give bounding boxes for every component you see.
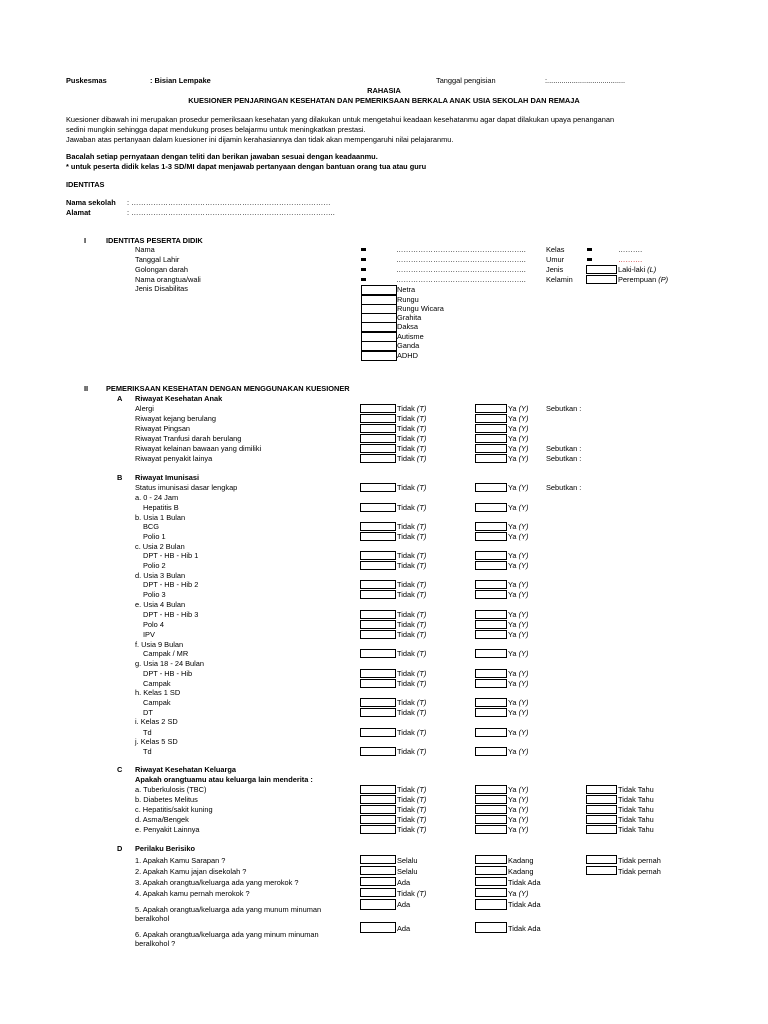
answer-label-tidak: Tidak (T) (397, 503, 427, 512)
disability-checkbox-ganda[interactable] (361, 341, 397, 351)
answer-checkbox-tidak[interactable] (360, 669, 396, 678)
tanggal-value[interactable]: :...................................... (545, 76, 626, 85)
vaccine-label: Polio 1 (143, 532, 166, 541)
answer-label-kadang: Kadang (508, 856, 534, 865)
answer-checkbox-ya[interactable] (475, 561, 507, 570)
answer-label-ya: Ya (Y) (508, 795, 529, 804)
answer-label-tidak-tahu: Tidak Tahu (618, 815, 654, 824)
answer-label-tidak-ada: Tidak Ada (508, 878, 541, 887)
nama-field[interactable]: …………………………………………….. (396, 245, 526, 254)
disability-checkbox-adhd[interactable] (361, 351, 397, 361)
answer-checkbox-tidak-tahu[interactable] (586, 785, 617, 794)
group-label: f. Usia 9 Bulan (135, 640, 184, 649)
behavior-question: 1. Apakah Kamu Sarapan ? (135, 856, 226, 865)
answer-label-tidak: Tidak (T) (397, 610, 427, 619)
answer-label-ya: Ya (Y) (508, 610, 529, 619)
colon-marker (361, 278, 366, 281)
disability-label-rungu: Rungu (397, 295, 419, 304)
jenis-label: Jenis (546, 265, 564, 274)
group-label: i. Kelas 2 SD (135, 717, 178, 726)
disability-label-netra: Netra (397, 285, 416, 294)
kelas-field[interactable]: ………. (618, 245, 643, 254)
answer-label-tidak: Tidak (T) (397, 483, 427, 492)
answer-checkbox-tidak[interactable] (360, 580, 396, 589)
answer-checkbox-ya[interactable] (475, 679, 507, 688)
answer-label-tidak: Tidak (T) (397, 785, 427, 794)
group-label: j. Kelas 5 SD (135, 737, 178, 746)
answer-label-ya: Ya (Y) (508, 679, 529, 688)
answer-label-tidak: Tidak (T) (397, 825, 427, 834)
vaccine-label: Polio 3 (143, 590, 166, 599)
colon-marker (587, 248, 592, 251)
colon-marker (361, 258, 366, 261)
family-disease-label: d. Asma/Bengek (135, 815, 189, 824)
answer-label-tidak: Tidak (T) (397, 728, 427, 737)
sebutkan-label: Sebutkan : (546, 483, 582, 492)
vaccine-label: Td (143, 747, 152, 756)
answer-checkbox-ya[interactable] (475, 825, 507, 834)
disability-checkbox-daksa[interactable] (361, 322, 397, 332)
answer-checkbox-tidak[interactable] (360, 795, 396, 804)
answer-checkbox[interactable] (360, 888, 396, 897)
answer-checkbox-ya[interactable] (475, 424, 507, 433)
vaccine-label: DPT - HB - Hib 1 (143, 551, 199, 560)
group-label: a. 0 - 24 Jam (135, 493, 179, 502)
group-label: b. Usia 1 Bulan (135, 513, 186, 522)
answer-checkbox-tidak[interactable] (360, 414, 396, 423)
answer-label-tidak: Tidak (T) (397, 444, 427, 453)
answer-label-ya: Ya (Y) (508, 590, 529, 599)
answer-label-selalu: Selalu (397, 856, 418, 865)
answer-label-tidak: Tidak (T) (397, 698, 427, 707)
answer-checkbox-tidak-tahu[interactable] (586, 805, 617, 814)
subsection-d-letter: D (117, 844, 123, 853)
answer-checkbox-tidak[interactable] (360, 728, 396, 737)
gender-laki-label: Laki-laki (L) (618, 265, 657, 274)
question-label: Riwayat kelainan bawaan yang dimiliki (135, 444, 262, 453)
answer-label-ya: Ya (Y) (508, 649, 529, 658)
answer-label-ya: Ya (Y) (508, 424, 529, 433)
answer-label-tidak: Tidak (T) (397, 454, 427, 463)
answer-label-tidak: Tidak (T) (397, 805, 427, 814)
vaccine-label: IPV (143, 630, 155, 639)
answer-checkbox[interactable] (475, 877, 507, 886)
answer-checkbox-tidak[interactable] (360, 522, 396, 531)
sebutkan-label: Sebutkan : (546, 404, 582, 413)
answer-checkbox-tidak[interactable] (360, 483, 396, 492)
group-label: d. Usia 3 Bulan (135, 571, 186, 580)
answer-label-ya: Ya (Y) (508, 434, 529, 443)
field-label-nama: Nama (135, 245, 155, 254)
answer-label-tidak: Tidak (T) (397, 551, 427, 560)
intro-instruction-2: * untuk peserta didik kelas 1-3 SD/MI dapat menjawab pertanyaan dengan bantuan orang tua atau guru (66, 162, 427, 171)
answer-label-tidak: Tidak (T) (397, 620, 427, 629)
disability-label-rungu-wicara: Rungu Wicara (397, 304, 444, 313)
answer-label-tidak: Tidak (T) (397, 561, 427, 570)
answer-checkbox-tidak[interactable] (360, 805, 396, 814)
intro-paragraph-2: sedini mungkin sehingga dapat mendukung proses belajarmu untuk meningkatkan prestasi. (66, 125, 366, 134)
answer-checkbox-ya[interactable] (475, 785, 507, 794)
section-2-number: II (84, 384, 89, 393)
answer-label-ya: Ya (Y) (508, 728, 529, 737)
answer-label-ya: Ya (Y) (508, 532, 529, 541)
behavior-question: 6. Apakah orangtua/keluarga ada yang minum minuman (135, 930, 319, 939)
answer-label-ada: Ada (397, 878, 411, 887)
answer-label-tidak: Tidak (T) (397, 889, 427, 898)
vaccine-label: Td (143, 728, 152, 737)
answer-checkbox-ya[interactable] (475, 532, 507, 541)
answer-checkbox-tidak[interactable] (360, 454, 396, 463)
answer-label-ya: Ya (Y) (508, 747, 529, 756)
behavior-question: 5. Apakah orangtua/keluarga ada yang munum minuman (135, 905, 322, 914)
question-label: Alergi (135, 404, 154, 413)
answer-label-ya: Ya (Y) (508, 889, 529, 898)
sebutkan-label: Sebutkan : (546, 454, 582, 463)
group-label: h. Kelas 1 SD (135, 688, 181, 697)
behavior-question: beralkohol ? (135, 939, 176, 948)
answer-checkbox[interactable] (586, 866, 617, 875)
answer-checkbox-tidak[interactable] (360, 444, 396, 453)
answer-checkbox[interactable] (475, 899, 507, 910)
answer-label-tidak: Tidak (T) (397, 590, 427, 599)
answer-checkbox[interactable] (360, 866, 396, 875)
answer-checkbox-ya[interactable] (475, 649, 507, 658)
behavior-question: 4. Apakah kamu pernah merokok ? (135, 889, 250, 898)
answer-label-ya: Ya (Y) (508, 785, 529, 794)
question-label: Riwayat Tranfusi darah berulang (135, 434, 242, 443)
disability-label-autisme: Autisme (397, 332, 424, 341)
puskesmas-value: : Bisian Lempake (150, 76, 211, 85)
answer-checkbox-tidak-tahu[interactable] (586, 795, 617, 804)
kelas-label: Kelas (546, 245, 565, 254)
answer-label-ya: Ya (Y) (508, 551, 529, 560)
tanggal-lahir-field[interactable]: …………………………………………….. (396, 255, 526, 264)
answer-checkbox-ya[interactable] (475, 805, 507, 814)
answer-checkbox-tidak[interactable] (360, 679, 396, 688)
answer-checkbox-ya[interactable] (475, 580, 507, 589)
field-label-golongan-darah: Golongan darah (135, 265, 189, 274)
answer-label-tidak-ada: Tidak Ada (508, 924, 541, 933)
answer-checkbox-tidak[interactable] (360, 747, 396, 756)
answer-checkbox[interactable] (586, 855, 617, 864)
tanggal-label: Tanggal pengisian (436, 76, 496, 85)
family-disease-label: e. Penyakit Lainnya (135, 825, 200, 834)
answer-label-ya: Ya (Y) (508, 698, 529, 707)
answer-checkbox[interactable] (475, 855, 507, 864)
answer-label-tidak: Tidak (T) (397, 424, 427, 433)
answer-label-tidak: Tidak (T) (397, 679, 427, 688)
vaccine-label: DT (143, 708, 153, 717)
vaccine-label: Campak (143, 698, 171, 707)
answer-label-tidak: Tidak (T) (397, 669, 427, 678)
answer-label-tidak: Tidak (T) (397, 404, 427, 413)
subsection-b-letter: B (117, 473, 123, 482)
section-2-heading: PEMERIKSAAN KESEHATAN DENGAN MENGGUNAKAN KUESIONER (106, 384, 350, 393)
answer-label-ya: Ya (Y) (508, 503, 529, 512)
group-label: c. Usia 2 Bulan (135, 542, 185, 551)
question-label: Status imunisasi dasar lengkap (135, 483, 238, 492)
field-label-jenis-disabilitas: Jenis Disabilitas (135, 284, 188, 293)
answer-checkbox[interactable] (360, 855, 396, 864)
answer-label-ya: Ya (Y) (508, 561, 529, 570)
answer-checkbox-ya[interactable] (475, 630, 507, 639)
answer-label-selalu: Selalu (397, 867, 418, 876)
answer-label-ya: Ya (Y) (508, 805, 529, 814)
section-1-number: I (84, 236, 87, 245)
answer-label-tidak-ada: Tidak Ada (508, 900, 541, 909)
answer-label-ya: Ya (Y) (508, 815, 529, 824)
answer-label-ada: Ada (397, 900, 411, 909)
answer-label-tidak: Tidak (T) (397, 414, 427, 423)
disability-label-daksa: Daksa (397, 322, 418, 331)
answer-checkbox-ya[interactable] (475, 610, 507, 619)
answer-label-tidak: Tidak (T) (397, 795, 427, 804)
answer-checkbox[interactable] (475, 922, 507, 933)
answer-label-ya: Ya (Y) (508, 630, 529, 639)
answer-label-ya: Ya (Y) (508, 580, 529, 589)
vaccine-label: DPT - HB - Hib 2 (143, 580, 199, 589)
answer-checkbox-tidak[interactable] (360, 424, 396, 433)
vaccine-label: Campak / MR (143, 649, 189, 658)
answer-checkbox-tidak[interactable] (360, 620, 396, 629)
answer-checkbox-tidak[interactable] (360, 785, 396, 794)
field-label-tanggal-lahir: Tanggal Lahir (135, 255, 180, 264)
question-label: Riwayat Pingsan (135, 424, 191, 433)
vaccine-label: BCG (143, 522, 160, 531)
answer-checkbox-tidak[interactable] (360, 561, 396, 570)
vaccine-label: Polio 2 (143, 561, 166, 570)
disability-checkbox-netra[interactable] (361, 285, 397, 295)
answer-checkbox-tidak[interactable] (360, 404, 396, 413)
subsection-c-letter: C (117, 765, 123, 774)
answer-checkbox-ya[interactable] (475, 728, 507, 737)
answer-label-tidak: Tidak (T) (397, 747, 427, 756)
answer-checkbox-tidak[interactable] (360, 503, 396, 512)
intro-paragraph-3: Jawaban atas pertanyaan dalam kuesioner ini dijamin kerahasiannya dan tidak akan mempengaruhi nilai pelajaranmu. (66, 135, 454, 144)
answer-label-tidak: Tidak (T) (397, 434, 427, 443)
colon-marker (587, 258, 592, 261)
rahasia-label: RAHASIA (367, 86, 401, 95)
answer-label-tidak-pernah: Tidak pernah (618, 867, 661, 876)
answer-label-kadang: Kadang (508, 867, 534, 876)
behavior-question: 2. Apakah Kamu jajan disekolah ? (135, 867, 247, 876)
vaccine-label: Campak (143, 679, 171, 688)
answer-label-tidak-pernah: Tidak pernah (618, 856, 661, 865)
nama-orangtua-field[interactable]: …………………………………………….. (396, 275, 526, 284)
golongan-darah-field[interactable]: …………………………………………….. (396, 265, 526, 274)
section-1-heading: IDENTITAS PESERTA DIDIK (106, 236, 203, 245)
answer-checkbox[interactable] (475, 866, 507, 875)
identitas-heading: IDENTITAS (66, 180, 105, 189)
answer-checkbox-tidak[interactable] (360, 590, 396, 599)
puskesmas-label: Puskesmas (66, 76, 107, 85)
answer-label-tidak: Tidak (T) (397, 580, 427, 589)
vaccine-label: DPT - HB - Hib 3 (143, 610, 199, 619)
answer-checkbox[interactable] (360, 877, 396, 886)
answer-label-ada: Ada (397, 924, 411, 933)
group-label: g. Usia 18 - 24 Bulan (135, 659, 205, 668)
answer-checkbox[interactable] (475, 888, 507, 897)
disability-label-grahita: Grahita (397, 313, 422, 322)
answer-label-tidak: Tidak (T) (397, 532, 427, 541)
answer-label-ya: Ya (Y) (508, 669, 529, 678)
answer-checkbox-tidak[interactable] (360, 630, 396, 639)
subsection-b-title: Riwayat Imunisasi (135, 473, 200, 482)
answer-checkbox-ya[interactable] (475, 503, 507, 512)
alamat-label: Alamat (66, 208, 91, 217)
colon-marker (361, 268, 366, 271)
intro-paragraph-1: Kuesioner dibawah ini merupakan prosedur pemeriksaan kesehatan yang dilakukan untuk mengetahui keadaan kesehatanmu agar dapat dilakukan upaya penanganan (66, 115, 615, 124)
answer-label-tidak: Tidak (T) (397, 522, 427, 531)
question-label: Riwayat penyakit lainya (135, 454, 213, 463)
answer-checkbox-ya[interactable] (475, 708, 507, 717)
gender-checkbox-p[interactable] (586, 275, 617, 284)
answer-checkbox-ya[interactable] (475, 795, 507, 804)
answer-label-tidak-tahu: Tidak Tahu (618, 825, 654, 834)
field-label-nama-orangtua: Nama orangtua/wali (135, 275, 201, 284)
answer-label-ya: Ya (Y) (508, 522, 529, 531)
answer-checkbox-ya[interactable] (475, 620, 507, 629)
answer-checkbox-ya[interactable] (475, 483, 507, 492)
answer-checkbox-ya[interactable] (475, 404, 507, 413)
colon-marker (361, 248, 366, 251)
question-label: Riwayat kejang berulang (135, 414, 216, 423)
answer-checkbox-ya[interactable] (475, 454, 507, 463)
behavior-question: 3. Apakah orangtua/keluarga ada yang merokok ? (135, 878, 299, 887)
subsection-a-title: Riwayat Kesehatan Anak (135, 394, 223, 403)
answer-label-ya: Ya (Y) (508, 444, 529, 453)
answer-label-ya: Ya (Y) (508, 404, 529, 413)
family-disease-label: b. Diabetes Melitus (135, 795, 198, 804)
family-disease-label: a. Tuberkulosis (TBC) (135, 785, 207, 794)
alamat-field[interactable]: : ……………………………………………………………………….. (127, 208, 335, 217)
answer-checkbox-tidak[interactable] (360, 698, 396, 707)
answer-label-tidak: Tidak (T) (397, 649, 427, 658)
answer-checkbox[interactable] (360, 899, 396, 910)
answer-checkbox-tidak[interactable] (360, 649, 396, 658)
vaccine-label: Hepatitis B (143, 503, 179, 512)
vaccine-label: DPT - HB - Hib (143, 669, 193, 678)
answer-checkbox-ya[interactable] (475, 698, 507, 707)
answer-checkbox-tidak[interactable] (360, 815, 396, 824)
umur-field[interactable]: ………. (618, 255, 643, 264)
answer-label-tidak: Tidak (T) (397, 708, 427, 717)
gender-checkbox-l[interactable] (586, 265, 617, 274)
subsection-a-letter: A (117, 394, 123, 403)
answer-checkbox-ya[interactable] (475, 522, 507, 531)
answer-checkbox-ya[interactable] (475, 551, 507, 560)
subsection-c-question: Apakah orangtuamu atau keluarga lain menderita : (135, 775, 313, 784)
subsection-d-title: Perilaku Berisiko (135, 844, 195, 853)
disability-label-ganda: Ganda (397, 341, 420, 350)
answer-label-tidak-tahu: Tidak Tahu (618, 785, 654, 794)
answer-checkbox-ya[interactable] (475, 444, 507, 453)
answer-label-tidak: Tidak (T) (397, 630, 427, 639)
answer-checkbox-ya[interactable] (475, 815, 507, 824)
gender-perempuan-label: Perempuan (P) (618, 275, 669, 284)
answer-label-tidak-tahu: Tidak Tahu (618, 795, 654, 804)
disability-label-adhd: ADHD (397, 351, 418, 360)
answer-checkbox-ya[interactable] (475, 669, 507, 678)
form-title: KUESIONER PENJARINGAN KESEHATAN DAN PEMERIKSAAN BERKALA ANAK USIA SEKOLAH DAN REMAJA (188, 96, 580, 105)
answer-checkbox-tidak[interactable] (360, 825, 396, 834)
vaccine-label: Polo 4 (143, 620, 164, 629)
answer-checkbox-tidak[interactable] (360, 434, 396, 443)
nama-sekolah-field[interactable]: : ……………………………………………………………………… (127, 198, 331, 207)
answer-checkbox-ya[interactable] (475, 414, 507, 423)
answer-label-ya: Ya (Y) (508, 483, 529, 492)
nama-sekolah-label: Nama sekolah (66, 198, 116, 207)
answer-label-ya: Ya (Y) (508, 708, 529, 717)
answer-label-ya: Ya (Y) (508, 414, 529, 423)
answer-checkbox-tidak[interactable] (360, 708, 396, 717)
answer-label-ya: Ya (Y) (508, 620, 529, 629)
answer-checkbox-tidak[interactable] (360, 532, 396, 541)
answer-label-tidak-tahu: Tidak Tahu (618, 805, 654, 814)
sebutkan-label: Sebutkan : (546, 444, 582, 453)
answer-label-tidak: Tidak (T) (397, 815, 427, 824)
answer-checkbox-ya[interactable] (475, 590, 507, 599)
answer-checkbox-tidak-tahu[interactable] (586, 815, 617, 824)
group-label: e. Usia 4 Bulan (135, 600, 186, 609)
answer-checkbox-ya[interactable] (475, 747, 507, 756)
answer-checkbox[interactable] (360, 922, 396, 933)
answer-checkbox-ya[interactable] (475, 434, 507, 443)
answer-checkbox-tidak-tahu[interactable] (586, 825, 617, 834)
intro-instruction-1: Bacalah setiap pernyataan dengan teliti dan berikan jawaban sesuai dengan keadaanmu. (66, 152, 378, 161)
kelamin-label: Kelamin (546, 275, 573, 284)
subsection-c-title: Riwayat Kesehatan Keluarga (135, 765, 237, 774)
answer-label-ya: Ya (Y) (508, 454, 529, 463)
answer-checkbox-tidak[interactable] (360, 551, 396, 560)
answer-checkbox-tidak[interactable] (360, 610, 396, 619)
family-disease-label: c. Hepatitis/sakit kuning (135, 805, 213, 814)
umur-label: Umur (546, 255, 565, 264)
behavior-question: beralkohol (135, 914, 170, 923)
answer-label-ya: Ya (Y) (508, 825, 529, 834)
